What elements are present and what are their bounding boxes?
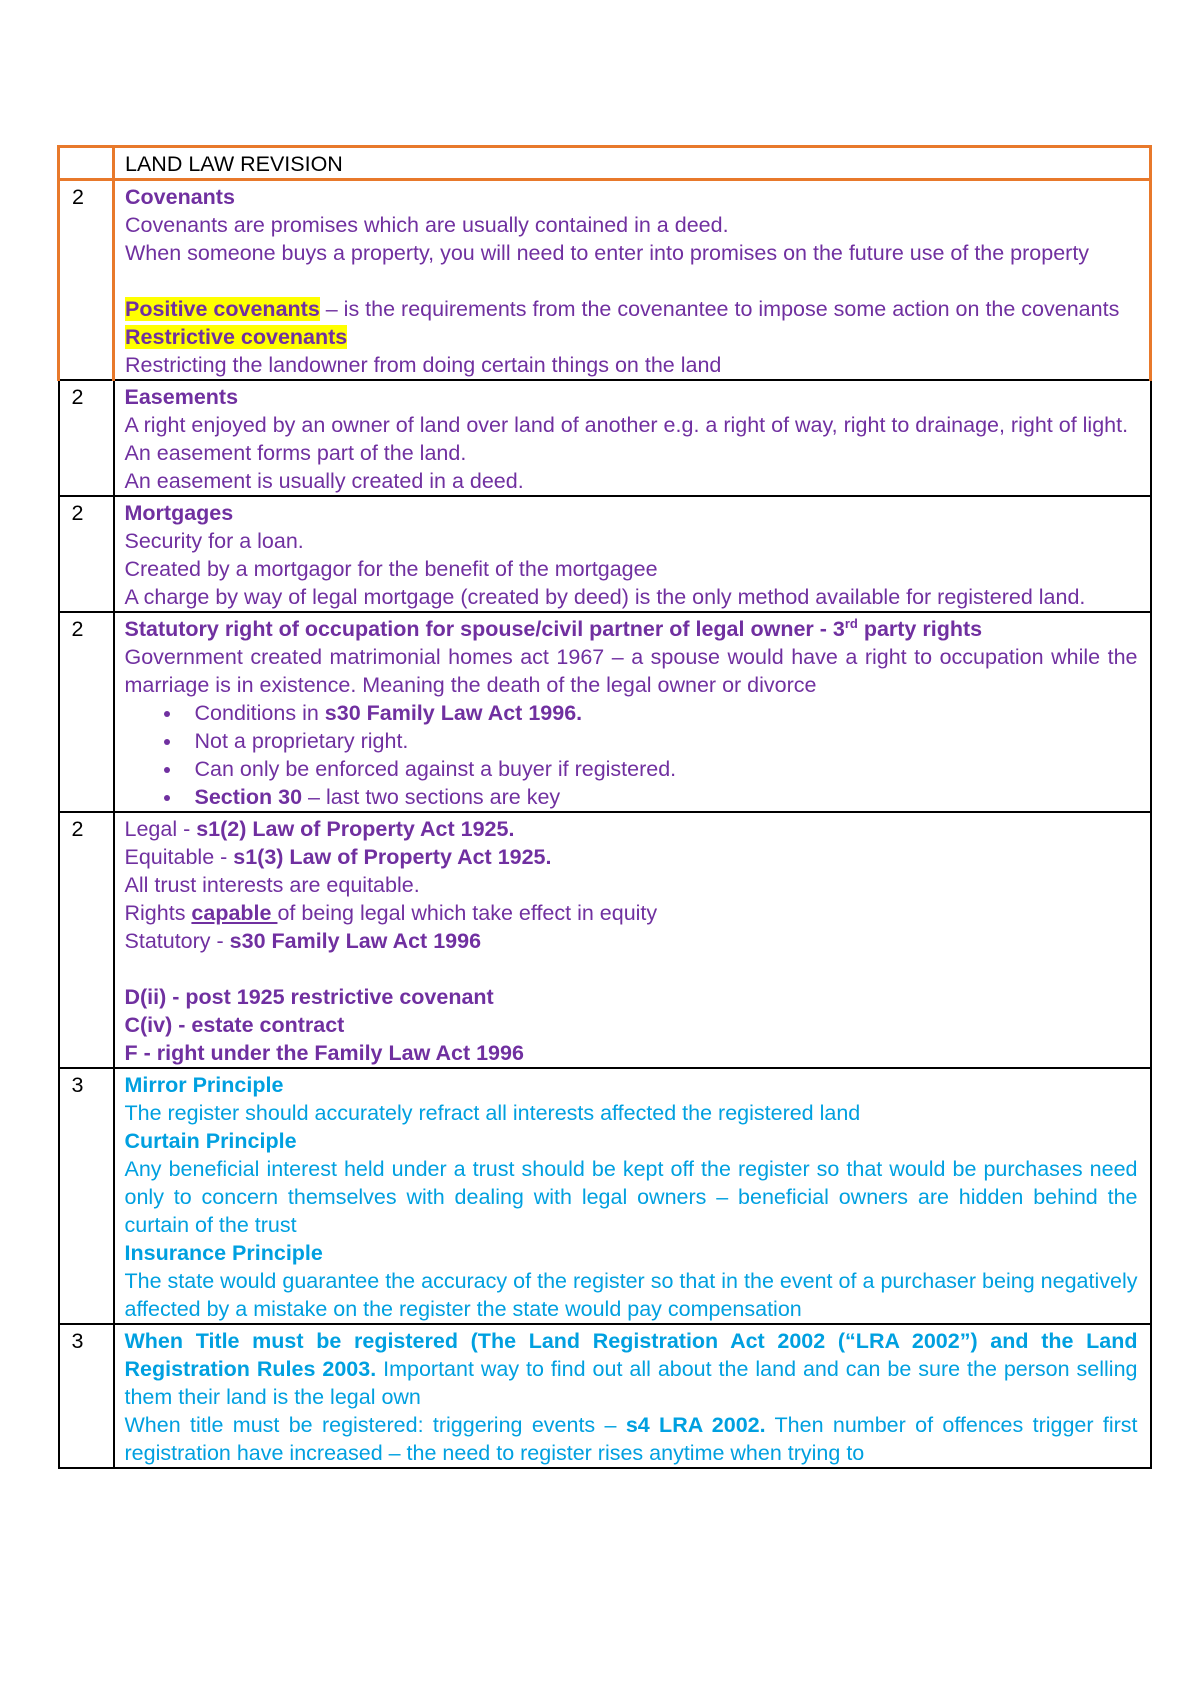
text-line: A charge by way of legal mortgage (created by deed) is the only method available for registered land. [124,585,1086,609]
text-line: Restricting the landowner from doing certain things on the land [125,353,722,377]
section-heading: Easements [124,385,239,409]
header-num-cell [59,147,114,180]
row-content [114,612,1151,812]
table-row [59,1324,1151,1468]
table-row [59,380,1151,496]
text-line [125,1411,1138,1467]
spacer [125,955,1138,983]
section-heading: When Title must be registered (The Land Registration Act 2002 (“LRA 2002”) and the Land Registration Rules 2003. [124,1329,1138,1381]
text-line [125,843,1138,871]
text-line [125,295,1137,323]
row-number: 2 [59,380,114,496]
table-row [59,812,1151,1068]
label-text: Legal - [124,817,197,841]
label-text: of being legal which take effect in equity [277,901,658,925]
table-row [59,1068,1151,1324]
section-heading: Mirror Principle [124,1073,284,1097]
underlined-term: capable [191,901,278,925]
row-content [114,180,1151,381]
bullet-list [125,699,1138,811]
label-text: Statutory - [124,929,230,953]
text-line: When someone buys a property, you will need to enter into promises on the future use of the property [125,241,1090,265]
text-line: F - right under the Family Law Act 1996 [124,1041,524,1065]
list-item [183,783,1138,811]
row-content [114,812,1151,1068]
list-item: • Not a proprietary right. [183,727,1138,755]
text-line: The state would guarantee the accuracy of the register so that in the event of a purchaser being negatively affected by a mistake on the register the state would pay compensation [124,1269,1138,1321]
text-line: Security for a loan. [124,529,304,553]
text-line: The register should accurately refract all interests affected the registered land [124,1101,861,1125]
spacer [125,267,1137,295]
row-content [114,496,1151,612]
row-content [114,1324,1151,1468]
heading-part: party rights [857,617,983,641]
text-line: Covenants are promises which are usually contained in a deed. [125,213,729,237]
row-content [114,380,1151,496]
text-line: Created by a mortgagor for the benefit of the mortgagee [124,557,658,581]
label-text: Rights [124,901,192,925]
text-line: All trust interests are equitable. [124,873,420,897]
item-text: Conditions in [194,701,325,725]
list-item: • Can only be enforced against a buyer if registered. [183,755,1138,783]
header-row [59,147,1151,180]
page-title: LAND LAW REVISION [114,147,1151,180]
text-line: Any beneficial interest held under a trust should be kept off the register so that would be purchases need only to concern themselves with dealing with legal owners – beneficial owners are hidden behind the curtain of the trust [124,1157,1138,1237]
text-line [125,323,1137,351]
row-number: 2 [59,180,114,381]
text-line [125,899,1138,927]
statute-reference: s1(3) Law of Property Act 1925. [233,845,552,869]
text-line: An easement is usually created in a deed. [124,469,524,493]
highlighted-term: Positive covenants [125,297,320,321]
row-number: 3 [59,1068,114,1324]
statute-reference: s1(2) Law of Property Act 1925. [196,817,515,841]
statute-reference: s4 LRA 2002. [625,1413,766,1437]
text-line [125,1327,1138,1411]
text-line [125,815,1138,843]
paragraph-text: Important way to find out all about the land and can be sure the person selling them their land is the legal own [124,1357,1138,1409]
paragraph-text: Then number of offences trigger first registration have increased – the need to register rises anytime when trying to [124,1413,1138,1465]
statute-reference: s30 Family Law Act 1996 [229,929,482,953]
table-row [59,496,1151,612]
row-number: 2 [59,612,114,812]
text-line: Government created matrimonial homes act 1967 – a spouse would have a right to occupation while the marriage is in existence. Meaning the death of the legal owner or divorce [124,645,1138,697]
section-heading: Insurance Principle [124,1241,323,1265]
list-item [183,699,1138,727]
term-description: – is the requirements from the covenantee to impose some action on the covenants [319,297,1120,321]
item-text: – last two sections are key [302,785,561,809]
paragraph-text: When title must be registered: triggering events – [124,1413,626,1437]
section-heading: Curtain Principle [124,1129,297,1153]
section-heading [125,615,1138,643]
text-line [125,927,1138,955]
heading-part: Statutory right of occupation for spouse/civil partner of legal owner - 3 [124,617,845,641]
row-number: 2 [59,496,114,612]
highlighted-term: Restrictive covenants [125,325,348,349]
row-number: 3 [59,1324,114,1468]
section-heading: Covenants [125,185,235,209]
row-content [114,1068,1151,1324]
revision-table [57,145,1152,1469]
label-text: Equitable - [124,845,234,869]
text-line: A right enjoyed by an owner of land over land of another e.g. a right of way, right to drainage, right of light. [124,413,1129,437]
text-line: An easement forms part of the land. [124,441,467,465]
row-number: 2 [59,812,114,1068]
heading-superscript: rd [844,615,858,631]
text-line: C(iv) - estate contract [124,1013,345,1037]
revision-table-wrapper [57,145,1152,1469]
section-heading: Mortgages [124,501,234,525]
item-reference: Section 30 [194,785,303,809]
table-row [59,612,1151,812]
item-reference: s30 Family Law Act 1996. [324,701,583,725]
table-row [59,180,1151,381]
text-line: D(ii) - post 1925 restrictive covenant [124,985,494,1009]
